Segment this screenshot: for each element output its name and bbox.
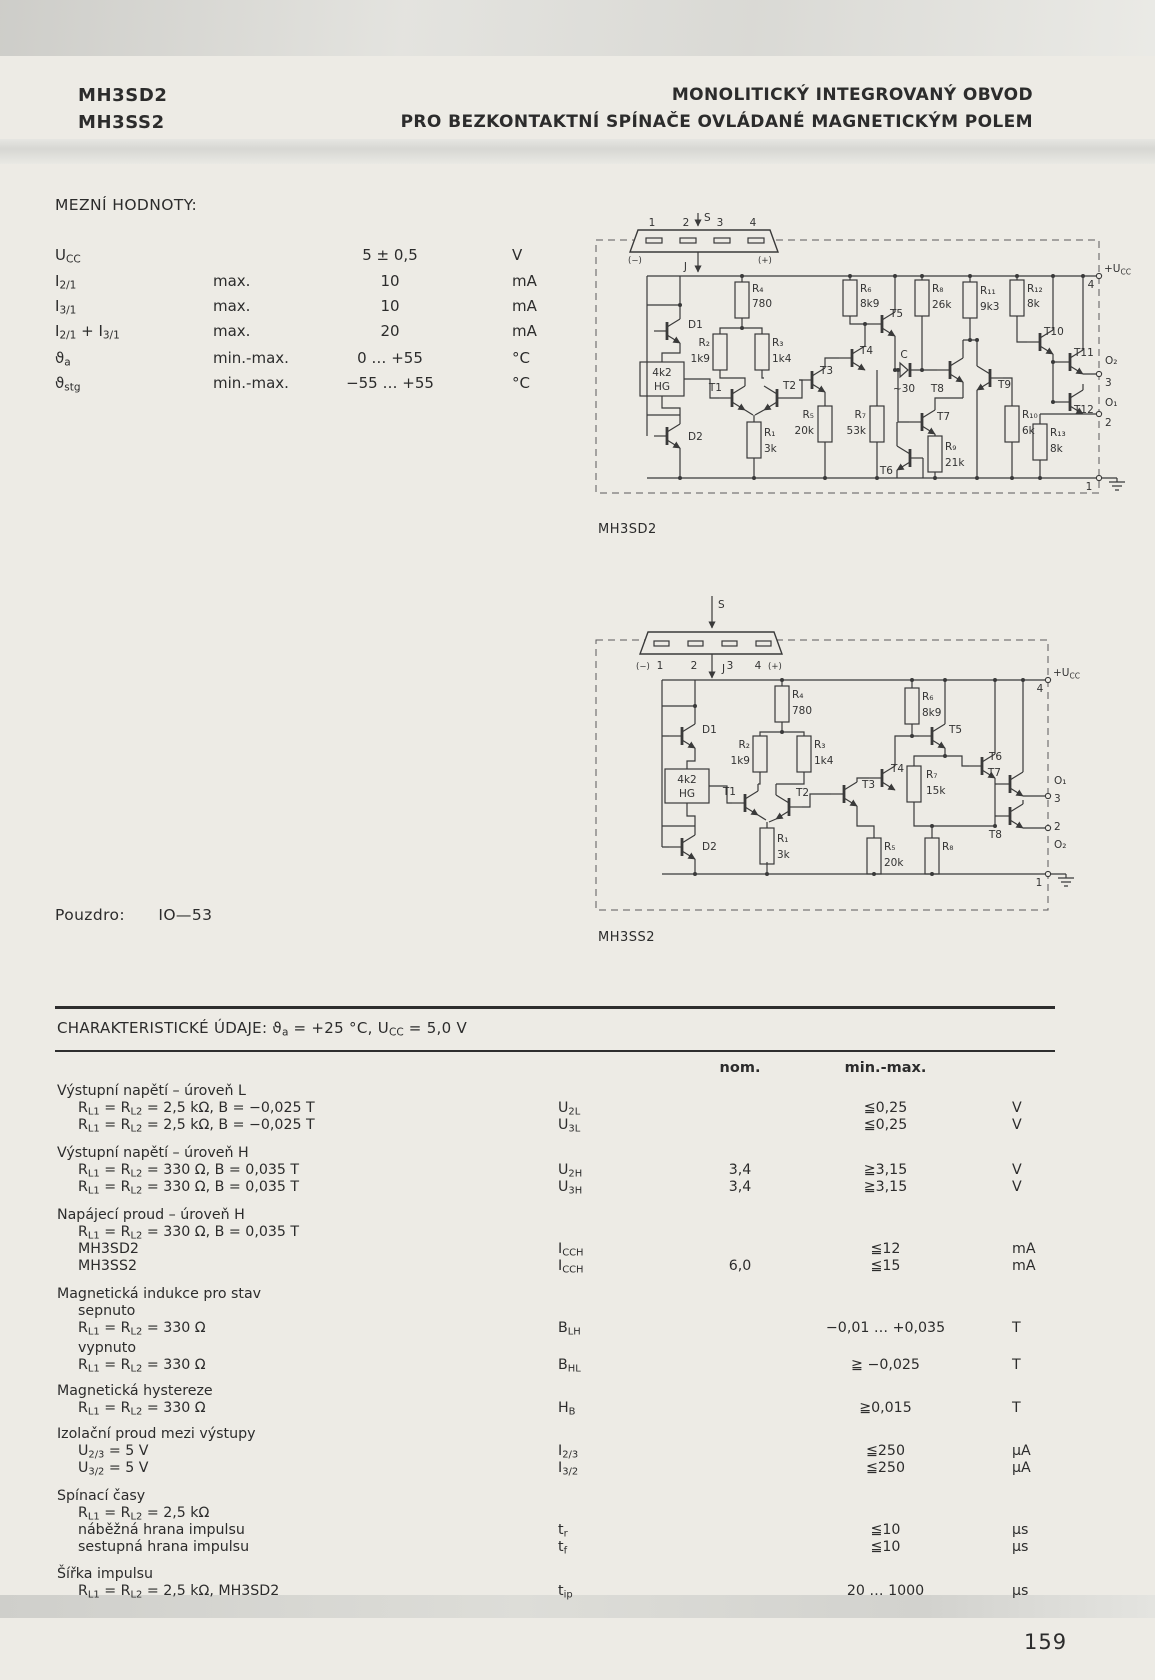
char-group-row — [0, 1488, 1155, 1506]
limit-unit: mA — [512, 322, 537, 340]
char-minmax: ≦0,25 — [863, 1117, 908, 1133]
label-r7: R₇ — [854, 409, 866, 421]
char-group-row — [0, 1383, 1155, 1401]
output-o2-label: O₂ — [1054, 839, 1067, 851]
value-r13: 8k — [1050, 443, 1063, 455]
char-minmax: 20 … 1000 — [846, 1583, 925, 1599]
label-t8: T8 — [930, 383, 944, 395]
char-condition: MH3SD2 — [78, 1241, 139, 1257]
hg-label: HG — [678, 788, 696, 800]
char-row — [0, 1400, 1155, 1418]
polarity-minus: (−) — [636, 662, 650, 672]
char-group: Výstupní napětí – úroveň H — [57, 1145, 249, 1161]
limit-value: −55 … +55 — [346, 374, 434, 392]
label-r3: R₃ — [772, 337, 784, 349]
pin-label: 4 — [749, 217, 757, 229]
value-r10: 6k — [1022, 425, 1035, 437]
char-condition: $R_{L1} = R_{L2} = 330$ Ω — [78, 1320, 206, 1338]
label-t2: T2 — [796, 787, 810, 799]
char-condition: $R_{L1} = R_{L2} = 330$ Ω — [78, 1357, 206, 1375]
label-t6: T6 — [879, 465, 893, 477]
char-unit: µs — [1012, 1539, 1029, 1555]
transistor-t8 — [997, 804, 1023, 828]
ucc-pin-number: 4 — [1087, 279, 1095, 291]
label-r8: R₈ — [932, 283, 944, 295]
char-symbol: $U_{3H}$ — [558, 1179, 583, 1197]
polarity-plus: (+) — [768, 662, 782, 672]
label-r11: R₁₁ — [980, 285, 996, 297]
label-t4: T4 — [891, 763, 905, 775]
limit-value: 0 … +55 — [357, 349, 423, 367]
char-row — [0, 1443, 1155, 1461]
char-group: Izolační proud mezi výstupy — [57, 1426, 256, 1442]
char-condition: $R_{L1} = R_{L2} = 330$ Ω — [78, 1400, 206, 1418]
char-group: Spínací časy — [57, 1488, 146, 1504]
char-minmax: ≦250 — [866, 1443, 905, 1459]
value-r5: 20k — [794, 425, 814, 437]
value-r2: 1k9 — [730, 755, 750, 767]
label-t6: T6 — [989, 751, 1003, 763]
char-unit: T — [1012, 1400, 1021, 1416]
limit-symbol: $U_{CC}$ — [55, 246, 81, 266]
char-group: Výstupní napětí – úroveň L — [57, 1083, 246, 1099]
char-group: Magnetická indukce pro stav — [57, 1286, 262, 1302]
transistor-d1 — [669, 724, 695, 748]
resistor-r6 — [905, 688, 919, 724]
output-o2-pin: 3 — [1105, 377, 1112, 389]
resistor-r3 — [755, 334, 769, 370]
value-r1: 3k — [764, 443, 777, 455]
char-nom: 6,0 — [728, 1258, 752, 1274]
scan-band-top — [0, 0, 1155, 56]
transistor-t7 — [909, 410, 935, 434]
label-t1: T1 — [708, 382, 722, 394]
polarity-minus: (−) — [628, 256, 642, 266]
char-symbol: $I_{CCH}$ — [558, 1241, 584, 1259]
hg-value: 4k2 — [652, 367, 672, 379]
schematic-mh3ss2 — [592, 566, 1137, 926]
char-unit: V — [1012, 1117, 1022, 1133]
resistor-r5 — [818, 406, 832, 442]
char-unit: µA — [1012, 1443, 1031, 1459]
part-numbers — [78, 82, 168, 136]
char-unit: V — [1012, 1162, 1022, 1178]
resistor-r10 — [1005, 406, 1019, 442]
char-row — [0, 1303, 1155, 1321]
resistor-r13 — [1033, 424, 1047, 460]
hg-value: 4k2 — [677, 774, 697, 786]
char-symbol: $t_r$ — [558, 1522, 568, 1540]
label-d2: D2 — [702, 841, 717, 853]
output-o2-pin: 2 — [1054, 821, 1061, 833]
char-row — [0, 1357, 1155, 1375]
label-r5: R₅ — [802, 409, 814, 421]
value-r12: 8k — [1027, 298, 1040, 310]
char-condition: $R_{L1} = R_{L2} = 2,5$ kΩ, B = −0,025 T — [78, 1117, 315, 1135]
limit-condition: max. — [213, 297, 251, 315]
resistor-r11 — [963, 282, 977, 318]
label-r5: R₅ — [884, 841, 896, 853]
char-row — [0, 1505, 1155, 1523]
transistor-d1 — [654, 319, 680, 343]
transistor-t3 — [831, 782, 857, 806]
label-r7: R₇ — [926, 769, 938, 781]
resistor-r12 — [1010, 280, 1024, 316]
value-r2: 1k9 — [690, 353, 710, 365]
char-row — [0, 1224, 1155, 1242]
package-line — [55, 906, 212, 924]
transistor-t8 — [937, 358, 963, 382]
char-condition: MH3SS2 — [78, 1258, 137, 1274]
resistor-r8 — [915, 280, 929, 316]
char-row — [0, 1583, 1155, 1601]
transistor-t1 — [719, 386, 745, 410]
char-unit: V — [1012, 1100, 1022, 1116]
polarity-plus: (+) — [758, 256, 772, 266]
char-group: Napájecí proud – úroveň H — [57, 1207, 245, 1223]
char-unit: µs — [1012, 1583, 1029, 1599]
char-row — [0, 1179, 1155, 1197]
gnd-pin-number: 1 — [1035, 877, 1043, 889]
value-r3: 1k4 — [772, 353, 792, 365]
char-minmax: ≧ −0,025 — [851, 1357, 920, 1373]
char-condition: $R_{L1} = R_{L2} = 330$ Ω, B = 0,035 T — [78, 1179, 300, 1197]
char-group-row — [0, 1207, 1155, 1225]
part-number-2: MH3SS2 — [78, 112, 165, 133]
char-group-row — [0, 1286, 1155, 1304]
schematic1-caption: MH3SD2 — [598, 522, 657, 537]
limit-unit: V — [512, 246, 523, 264]
char-row — [0, 1539, 1155, 1557]
char-group-row — [0, 1426, 1155, 1444]
limit-symbol: $ϑ_{stg}$ — [55, 374, 81, 394]
column-header-nom: nom. — [719, 1060, 761, 1076]
char-minmax: ≦250 — [866, 1460, 905, 1476]
value-r3: 1k4 — [814, 755, 834, 767]
schematic2-caption: MH3SS2 — [598, 930, 656, 945]
ucc-pin-number: 4 — [1036, 683, 1044, 695]
char-minmax: ≦10 — [870, 1539, 901, 1555]
transistor-t6 — [897, 446, 923, 470]
value-r5: 20k — [884, 857, 904, 869]
char-symbol: $B_{LH}$ — [558, 1320, 581, 1338]
value-r7: 53k — [846, 425, 866, 437]
char-symbol: $t_f$ — [558, 1539, 568, 1557]
resistor-r7 — [870, 406, 884, 442]
limit-value: 10 — [380, 272, 400, 290]
char-minmax: ≦12 — [870, 1241, 901, 1257]
label-t9: T9 — [998, 379, 1012, 391]
package-label: Pouzdro: — [55, 906, 126, 924]
char-nom: 3,4 — [728, 1179, 752, 1195]
char-group-row — [0, 1145, 1155, 1163]
label-t8: T8 — [988, 829, 1002, 841]
limit-unit: mA — [512, 297, 537, 315]
limit-unit: °C — [512, 349, 530, 367]
pin-label: 2 — [690, 660, 698, 672]
output-o2-label: O₂ — [1105, 355, 1118, 367]
label-t5: T5 — [949, 724, 963, 736]
value-r7: 15k — [926, 785, 946, 797]
capacitor-icon — [900, 363, 908, 377]
label-r2: R₂ — [698, 337, 710, 349]
limit-value: 10 — [380, 297, 400, 315]
limit-unit: °C — [512, 374, 530, 392]
label-r3: R₃ — [814, 739, 826, 751]
char-condition: $R_{L1} = R_{L2} = 2,5$ kΩ, B = −0,025 T — [78, 1100, 315, 1118]
char-symbol: $U_{2H}$ — [558, 1162, 583, 1180]
value-c: ~30 — [892, 383, 916, 395]
package-value: IO—53 — [158, 906, 213, 924]
char-unit: µs — [1012, 1522, 1029, 1538]
label-d2: D2 — [688, 431, 703, 443]
output-o1-pin: 2 — [1105, 417, 1112, 429]
magnet-label: S — [704, 212, 711, 224]
value-r11: 9k3 — [980, 301, 1000, 313]
label-d1: D1 — [702, 724, 717, 736]
label-r10: R₁₀ — [1022, 409, 1038, 421]
char-condition: $U_{2/3} = 5$ V — [78, 1443, 149, 1461]
label-r6: R₆ — [860, 283, 872, 295]
limit-symbol: $ϑ_a$ — [55, 349, 71, 369]
value-r6: 8k9 — [860, 298, 880, 310]
char-symbol: $I_{2/3}$ — [558, 1443, 579, 1461]
char-minmax: ≧3,15 — [863, 1162, 908, 1178]
label-r1: R₁ — [777, 833, 789, 845]
resistor-r1 — [747, 422, 761, 458]
output-o1-pin: 3 — [1054, 793, 1061, 805]
limit-condition: max. — [213, 322, 251, 340]
value-r4: 780 — [752, 298, 773, 310]
magnet-label: S — [718, 599, 725, 611]
label-c: C — [900, 349, 908, 361]
page-title — [313, 82, 1033, 136]
label-r4: R₄ — [752, 283, 764, 295]
label-t10: T10 — [1044, 326, 1064, 338]
gnd-pin-number: 1 — [1085, 481, 1093, 493]
char-minmax: −0,01 … +0,035 — [825, 1320, 946, 1336]
char-symbol: $t_{ip}$ — [558, 1583, 573, 1601]
limit-condition: min.-max. — [213, 349, 289, 367]
label-r12: R₁₂ — [1027, 283, 1043, 295]
characteristics-heading: CHARAKTERISTICKÉ ÚDAJE: $ϑ_a = +25$ °C, $U_{CC} = 5,0$ V — [57, 1019, 468, 1039]
value-r8: 26k — [932, 299, 952, 311]
hg-label: HG — [653, 381, 671, 393]
limits-heading: MEZNÍ HODNOTY: — [55, 196, 198, 214]
label-t7: T7 — [987, 767, 1001, 779]
part-number-1: MH3SD2 — [78, 85, 168, 106]
char-symbol: $I_{CCH}$ — [558, 1258, 584, 1276]
transistor-d2 — [654, 424, 680, 448]
resistor-r2 — [713, 334, 727, 370]
char-nom: 3,4 — [728, 1162, 752, 1178]
resistor-r6 — [843, 280, 857, 316]
resistor-r3 — [797, 736, 811, 772]
resistor-r9 — [928, 436, 942, 472]
char-row — [0, 1320, 1155, 1338]
char-group-row — [0, 1083, 1155, 1101]
char-symbol: $U_{3L}$ — [558, 1117, 581, 1135]
resistor-r4 — [735, 282, 749, 318]
label-d1: D1 — [688, 319, 703, 331]
char-minmax: ≦15 — [870, 1258, 901, 1274]
char-symbol: $I_{3/2}$ — [558, 1460, 579, 1478]
resistor-r4 — [775, 686, 789, 722]
limit-unit: mA — [512, 272, 537, 290]
char-condition: sepnuto — [78, 1303, 136, 1319]
page-number: 159 — [1024, 1630, 1068, 1654]
char-unit: T — [1012, 1357, 1021, 1373]
label-t1: T1 — [722, 786, 736, 798]
schematic-mh3sd2 — [592, 210, 1137, 502]
rule-top — [55, 1006, 1055, 1009]
char-row — [0, 1460, 1155, 1478]
char-unit: mA — [1012, 1241, 1036, 1257]
char-condition: sestupná hrana impulsu — [78, 1539, 250, 1555]
char-minmax: ≦10 — [870, 1522, 901, 1538]
resistor-r7 — [907, 766, 921, 802]
label-r2: R₂ — [738, 739, 750, 751]
label-t7: T7 — [937, 411, 951, 423]
resistor-r5 — [867, 838, 881, 874]
label-t11: T11 — [1074, 347, 1094, 359]
label-t12: T12 — [1074, 404, 1094, 416]
char-minmax: ≦0,25 — [863, 1100, 908, 1116]
char-unit: mA — [1012, 1258, 1036, 1274]
title-line-2: PRO BEZKONTAKTNÍ SPÍNAČE OVLÁDANÉ MAGNETICKÝM POLEM — [400, 112, 1033, 132]
pin-label: 1 — [656, 660, 664, 672]
label-t5: T5 — [890, 308, 904, 320]
char-row — [0, 1258, 1155, 1276]
pin-label: 2 — [682, 217, 690, 229]
current-label: J — [722, 663, 726, 675]
char-row — [0, 1340, 1155, 1358]
char-row — [0, 1241, 1155, 1259]
output-o1-label: O₁ — [1105, 397, 1118, 409]
pin-label: 3 — [726, 660, 734, 672]
limit-symbol: $I_{3/1}$ — [55, 297, 77, 317]
char-symbol: $H_B$ — [558, 1400, 576, 1418]
label-r8: R₈ — [942, 841, 954, 853]
title-line-1: MONOLITICKÝ INTEGROVANÝ OBVOD — [671, 85, 1033, 105]
label-r6: R₆ — [922, 691, 934, 703]
value-r4: 780 — [792, 705, 813, 717]
char-condition: $U_{3/2} = 5$ V — [78, 1460, 149, 1478]
transistor-d2 — [669, 835, 695, 859]
resistor-r8 — [925, 838, 939, 874]
value-r1: 3k — [777, 849, 790, 861]
value-r9: 21k — [945, 457, 965, 469]
limit-symbol: $I_{2/1}$ — [55, 272, 77, 292]
pin-label: 1 — [648, 217, 656, 229]
char-minmax: ≧0,015 — [859, 1400, 912, 1416]
resistor-r1 — [760, 828, 774, 864]
label-r1: R₁ — [764, 427, 776, 439]
char-row — [0, 1100, 1155, 1118]
char-condition: $R_{L1} = R_{L2} = 2,5$ kΩ, MH3SD2 — [78, 1583, 280, 1601]
label-r13: R₁₃ — [1050, 427, 1066, 439]
limit-value: 5 ± 0,5 — [362, 246, 418, 264]
char-condition: náběžná hrana impulsu — [78, 1522, 245, 1538]
char-row — [0, 1117, 1155, 1135]
pin-label: 4 — [754, 660, 762, 672]
char-group: Šířka impulsu — [57, 1566, 154, 1582]
scan-band-header — [0, 139, 1155, 164]
pin-label: 3 — [716, 217, 724, 229]
transistor-t5 — [919, 724, 945, 748]
label-r9: R₉ — [945, 441, 957, 453]
char-condition: $R_{L1} = R_{L2} = 330$ Ω, B = 0,035 T — [78, 1162, 300, 1180]
label-t2: T2 — [783, 380, 797, 392]
label-t4: T4 — [860, 345, 874, 357]
package-outline — [630, 230, 778, 252]
rule-mid — [55, 1050, 1055, 1052]
char-group-row — [0, 1566, 1155, 1584]
char-minmax: ≧3,15 — [863, 1179, 908, 1195]
char-unit: T — [1012, 1320, 1021, 1336]
limit-symbol: $I_{2/1} + I_{3/1}$ — [55, 322, 120, 342]
ucc-label: $+U_{CC}$ — [1104, 263, 1131, 277]
label-t3: T3 — [820, 365, 834, 377]
char-unit: µA — [1012, 1460, 1031, 1476]
char-symbol: $B_{HL}$ — [558, 1357, 581, 1375]
limit-condition: max. — [213, 272, 251, 290]
limit-condition: min.-max. — [213, 374, 289, 392]
column-header-minmax: min.-max. — [844, 1060, 927, 1076]
output-o1-label: O₁ — [1054, 775, 1067, 787]
resistor-r2 — [753, 736, 767, 772]
limit-value: 20 — [380, 322, 400, 340]
char-row — [0, 1162, 1155, 1180]
char-condition: $R_{L1} = R_{L2} = 330$ Ω, B = 0,035 T — [78, 1224, 300, 1242]
char-row — [0, 1522, 1155, 1540]
value-r6: 8k9 — [922, 707, 942, 719]
label-r4: R₄ — [792, 689, 804, 701]
current-label: J — [683, 261, 687, 273]
char-unit: V — [1012, 1179, 1022, 1195]
char-group: Magnetická hystereze — [57, 1383, 213, 1399]
ucc-label: $+U_{CC}$ — [1053, 667, 1080, 681]
char-condition: $R_{L1} = R_{L2} = 2,5$ kΩ — [78, 1505, 210, 1523]
package-outline — [640, 632, 782, 654]
label-t3: T3 — [862, 779, 876, 791]
char-symbol: $U_{2L}$ — [558, 1100, 581, 1118]
char-condition: vypnuto — [78, 1340, 137, 1356]
